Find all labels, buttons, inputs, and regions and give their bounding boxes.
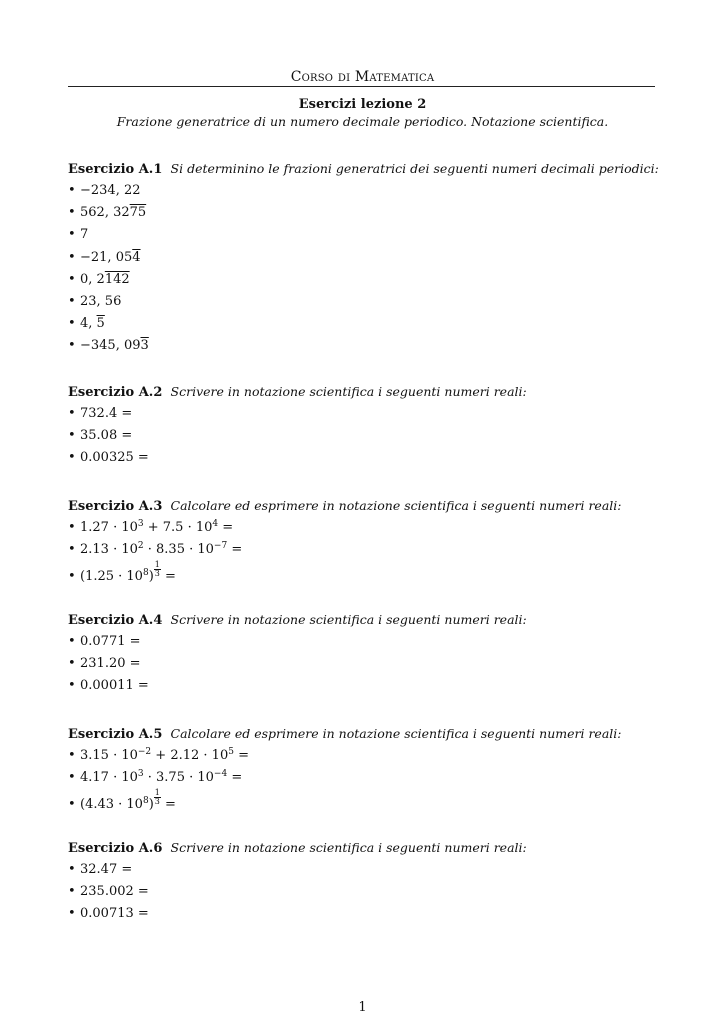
term: · 3.75 · 10 bbox=[143, 770, 214, 786]
list-item bbox=[68, 291, 668, 313]
item-value: 0.00325 = bbox=[80, 450, 149, 466]
equals: = bbox=[218, 520, 234, 535]
exercise-prompt: Calcolare ed esprimere in notazione scientifica i seguenti numeri reali: bbox=[170, 726, 622, 741]
exponent: −2 bbox=[137, 747, 152, 757]
fraction-exponent bbox=[154, 789, 161, 806]
bullet-icon: • bbox=[68, 862, 76, 877]
bullet-icon: • bbox=[68, 316, 76, 332]
fraction-numerator: 1 bbox=[154, 788, 160, 798]
item-value: 32.47 = bbox=[80, 862, 133, 877]
exponent: 2 bbox=[137, 541, 144, 552]
exponent: 8 bbox=[142, 796, 149, 807]
exercise-heading bbox=[68, 723, 668, 745]
list-item bbox=[68, 180, 668, 202]
list-item bbox=[68, 202, 668, 224]
bullet-icon: • bbox=[68, 542, 76, 558]
term: (1.25 · 10 bbox=[80, 569, 143, 585]
exercise-heading bbox=[68, 837, 668, 859]
exercise-label: Esercizio A.3 bbox=[68, 499, 163, 514]
list-item bbox=[68, 881, 668, 903]
bullet-icon: • bbox=[68, 293, 76, 309]
bullet-icon: • bbox=[68, 271, 76, 287]
item-value: 235.002 = bbox=[80, 884, 149, 900]
exponent: 3 bbox=[137, 769, 144, 780]
exercise-a1 bbox=[68, 158, 668, 358]
exercise-prompt: Calcolare ed esprimere in notazione scientifica i seguenti numeri reali: bbox=[170, 498, 622, 513]
item-value: 4, bbox=[80, 316, 97, 332]
exercise-a3 bbox=[68, 495, 668, 584]
bullet-icon: • bbox=[68, 569, 76, 585]
equals: = bbox=[227, 542, 243, 558]
item-value: 0.0771 = bbox=[80, 634, 141, 649]
item-value: 231.20 = bbox=[80, 656, 141, 672]
term: ) bbox=[148, 569, 154, 585]
bullet-icon: • bbox=[68, 656, 76, 672]
exponent: 8 bbox=[142, 568, 149, 579]
course-header-title: Corso di Matematica bbox=[290, 69, 435, 85]
page-number: 1 bbox=[358, 1000, 367, 1015]
repeating-digits: 5 bbox=[96, 316, 105, 332]
item-value: 23, 56 bbox=[80, 293, 122, 309]
bullet-icon: • bbox=[68, 906, 76, 922]
exponent: 5 bbox=[228, 747, 234, 757]
exercise-a5 bbox=[68, 723, 668, 812]
exponent: −4 bbox=[213, 769, 228, 780]
exponent: 3 bbox=[137, 519, 144, 529]
list-item bbox=[68, 247, 668, 269]
exercise-heading bbox=[68, 609, 668, 631]
list-item bbox=[68, 425, 668, 447]
repeating-digits: 3 bbox=[140, 338, 149, 354]
item-value: 7 bbox=[80, 227, 89, 243]
exercise-prompt: Scrivere in notazione scientifica i seguenti numeri reali: bbox=[170, 840, 527, 855]
term: + 2.12 · 10 bbox=[151, 748, 229, 763]
term: (4.43 · 10 bbox=[80, 797, 143, 813]
document-subtitle: Frazione generatrice di un numero decimale periodico. Notazione scientifica. bbox=[116, 114, 609, 129]
bullet-icon: • bbox=[68, 678, 76, 694]
item-value: 0.00713 = bbox=[80, 906, 149, 922]
list-item bbox=[68, 313, 668, 335]
exercise-heading bbox=[68, 158, 668, 180]
item-value: −234, 22 bbox=[80, 183, 141, 198]
bullet-icon: • bbox=[68, 227, 76, 243]
bullet-icon: • bbox=[68, 183, 76, 198]
term: 4.17 · 10 bbox=[80, 770, 138, 786]
exercise-prompt: Scrivere in notazione scientifica i seguenti numeri reali: bbox=[170, 384, 527, 399]
bullet-icon: • bbox=[68, 249, 76, 265]
list-item bbox=[68, 447, 668, 469]
repeating-digits: 75 bbox=[129, 205, 147, 221]
item-value: −345, 09 bbox=[80, 338, 141, 354]
bullet-icon: • bbox=[68, 520, 76, 535]
list-item bbox=[68, 539, 668, 561]
bullet-icon: • bbox=[68, 748, 76, 763]
exercise-label: Esercizio A.5 bbox=[68, 727, 163, 742]
list-item bbox=[68, 767, 668, 789]
exercise-a4 bbox=[68, 609, 668, 698]
list-item bbox=[68, 335, 668, 357]
list-item bbox=[68, 745, 668, 767]
list-item bbox=[68, 675, 668, 697]
term: 1.27 · 10 bbox=[80, 520, 138, 535]
exercise-label: Esercizio A.2 bbox=[68, 385, 163, 400]
item-value: 0.00011 = bbox=[80, 678, 149, 694]
equals: = bbox=[227, 770, 243, 786]
bullet-icon: • bbox=[68, 634, 76, 649]
list-item bbox=[68, 224, 668, 246]
bullet-icon: • bbox=[68, 406, 76, 421]
exponent: 4 bbox=[212, 519, 219, 529]
item-value: 562, 32 bbox=[80, 205, 130, 221]
bullet-icon: • bbox=[68, 797, 76, 813]
list-item bbox=[68, 631, 668, 653]
term: · 8.35 · 10 bbox=[143, 542, 214, 558]
list-item bbox=[68, 903, 668, 925]
bullet-icon: • bbox=[68, 428, 76, 444]
exercise-prompt: Si determinino le frazioni generatrici dei seguenti numeri decimali periodici: bbox=[170, 161, 659, 176]
term: ) bbox=[148, 797, 154, 813]
item-value: 35.08 = bbox=[80, 428, 133, 444]
exercise-label: Esercizio A.6 bbox=[68, 841, 163, 856]
equals: = bbox=[233, 748, 249, 763]
term: 3.15 · 10 bbox=[80, 748, 138, 763]
exercise-a2 bbox=[68, 381, 668, 470]
exercise-heading bbox=[68, 495, 668, 517]
bullet-icon: • bbox=[68, 770, 76, 786]
exercise-label: Esercizio A.4 bbox=[68, 613, 163, 628]
term: + 7.5 · 10 bbox=[143, 520, 213, 535]
list-item bbox=[68, 517, 668, 539]
list-item bbox=[68, 789, 668, 811]
list-item bbox=[68, 403, 668, 425]
exercise-label: Esercizio A.1 bbox=[68, 162, 163, 177]
exercise-heading bbox=[68, 381, 668, 403]
fraction-exponent bbox=[154, 561, 161, 578]
bullet-icon: • bbox=[68, 450, 76, 466]
list-item bbox=[68, 653, 668, 675]
fraction-denominator: 3 bbox=[154, 797, 160, 807]
term: 2.13 · 10 bbox=[80, 542, 138, 558]
bullet-icon: • bbox=[68, 884, 76, 900]
bullet-icon: • bbox=[68, 338, 76, 354]
list-item bbox=[68, 859, 668, 881]
header-rule bbox=[68, 86, 655, 87]
fraction-numerator: 1 bbox=[154, 560, 160, 570]
equals: = bbox=[160, 569, 176, 585]
list-item bbox=[68, 561, 668, 583]
list-item bbox=[68, 269, 668, 291]
item-value: 732.4 = bbox=[80, 406, 133, 421]
document-title: Esercizi lezione 2 bbox=[298, 97, 427, 112]
repeating-digits: 4 bbox=[132, 249, 141, 265]
bullet-icon: • bbox=[68, 205, 76, 221]
exercise-prompt: Scrivere in notazione scientifica i seguenti numeri reali: bbox=[170, 612, 527, 627]
item-value: −21, 05 bbox=[80, 249, 133, 265]
exponent: −7 bbox=[213, 541, 228, 552]
item-value: 0, 2 bbox=[80, 271, 105, 287]
repeating-digits: 142 bbox=[104, 271, 130, 287]
fraction-denominator: 3 bbox=[154, 569, 160, 579]
exercise-a6 bbox=[68, 837, 668, 926]
equals: = bbox=[160, 797, 176, 813]
